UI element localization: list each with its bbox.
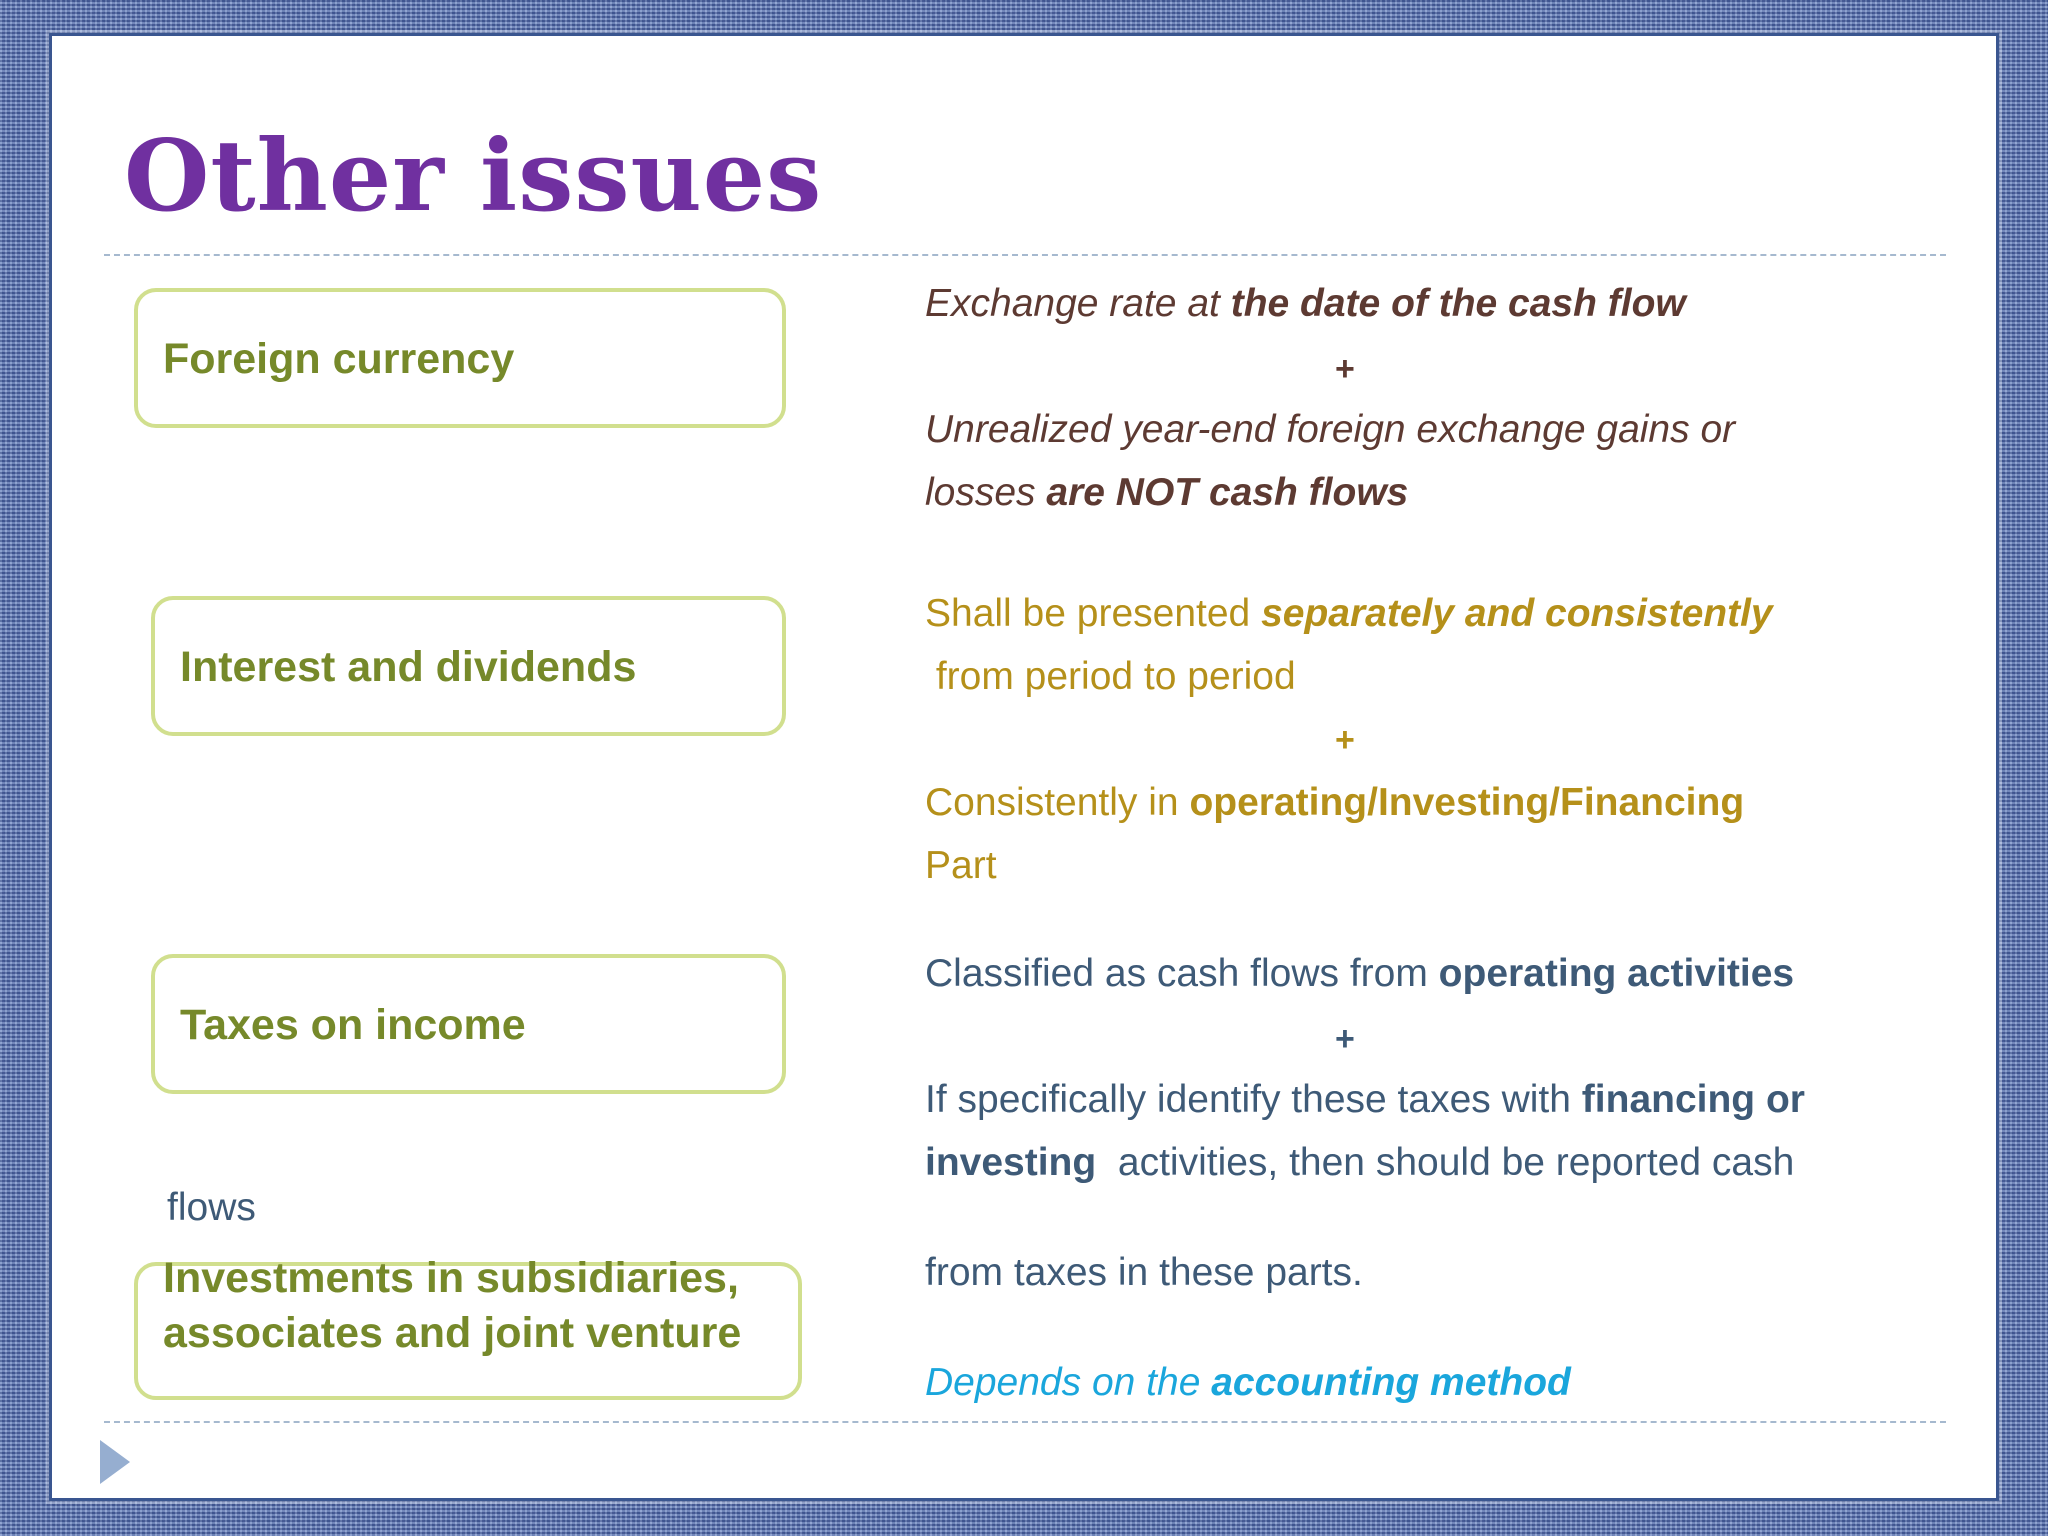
- interest-line-1: Shall be presented separately and consistently: [925, 592, 1773, 635]
- bottom-divider: [104, 1421, 1946, 1423]
- interest-dividends-label: Interest and dividends: [180, 643, 637, 691]
- taxes-line-4: investing activities, then should be reported cash: [925, 1141, 1795, 1184]
- plus-sign: +: [1335, 350, 1355, 388]
- foreign-currency-line-1: Exchange rate at the date of the cash flow: [925, 282, 1686, 325]
- interest-line-2: from period to period: [925, 655, 1296, 698]
- slide-title: Other issues: [124, 119, 823, 234]
- triangle-arrow-icon: [100, 1440, 130, 1484]
- taxes-income-label: Taxes on income: [180, 1001, 526, 1049]
- foreign-currency-label: Foreign currency: [163, 335, 515, 383]
- taxes-line-6: from taxes in these parts.: [925, 1251, 1363, 1294]
- taxes-line-3: If specifically identify these taxes with financing or: [925, 1078, 1805, 1121]
- plus-sign: +: [1335, 1020, 1355, 1058]
- investments-label: Investments in subsidiaries, associates and joint venture: [163, 1254, 742, 1358]
- foreign-currency-line-4: losses are NOT cash flows: [925, 471, 1409, 514]
- interest-line-4: Consistently in operating/Investing/Financing: [925, 781, 1745, 824]
- taxes-line-1: Classified as cash flows from operating activities: [925, 952, 1795, 995]
- plus-sign: +: [1335, 721, 1355, 759]
- top-divider: [104, 254, 1946, 256]
- foreign-currency-line-3: Unrealized year-end foreign exchange gains or: [925, 408, 1736, 451]
- taxes-line-5: flows: [167, 1186, 256, 1229]
- investments-line-1: Depends on the accounting method: [925, 1361, 1571, 1404]
- interest-line-5: Part: [925, 844, 997, 887]
